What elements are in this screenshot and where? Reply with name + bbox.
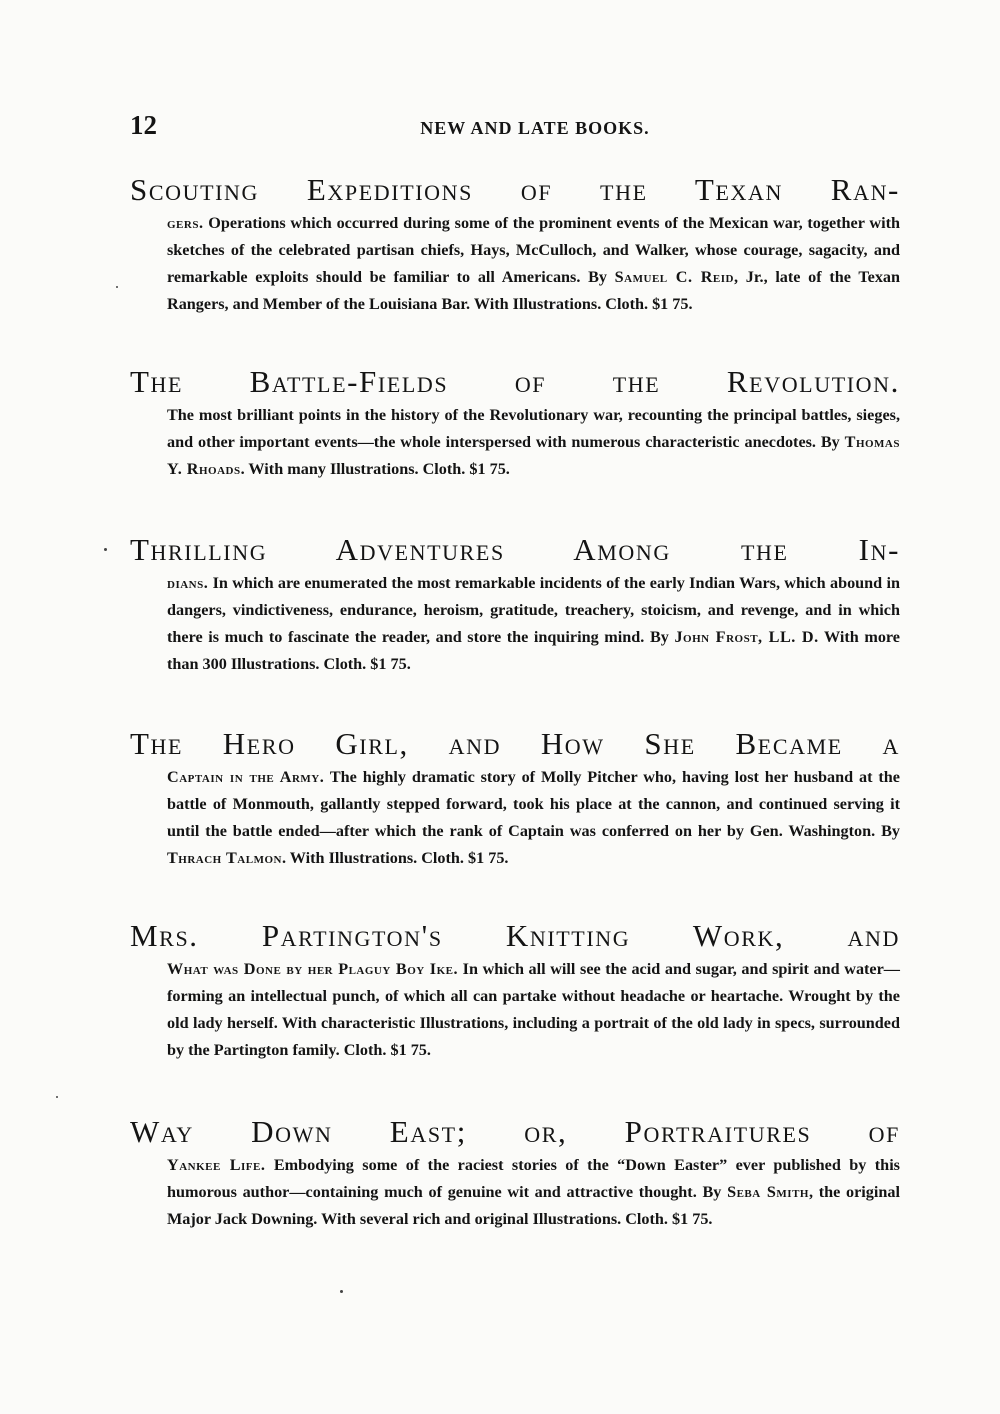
title-continuation: Yankee Life. bbox=[167, 1156, 266, 1174]
catalog-entry bbox=[130, 170, 900, 318]
book-title: The Hero Girl, and How She Became a bbox=[130, 726, 900, 761]
title-continuation: Captain in the Army. bbox=[167, 768, 325, 786]
book-title: Thrilling Adventures Among the In- bbox=[130, 532, 900, 567]
description-text: The most brilliant points in the history of the Revolutionary war, recounting the principal battles, sieges, and other important events—the whole interspersed with numerous characteristic anecdotes. By bbox=[167, 406, 900, 451]
ink-speck bbox=[116, 286, 118, 288]
ink-speck bbox=[56, 1096, 58, 1098]
book-description bbox=[167, 210, 900, 318]
book-description bbox=[167, 570, 900, 678]
book-description bbox=[167, 764, 900, 872]
ink-speck bbox=[340, 1290, 343, 1293]
book-description bbox=[167, 1152, 900, 1233]
description-text: Operations which occurred during some of the prominent events of the Mexican war, together with sketches of the celebrated partisan chiefs, Hays, McCulloch, and Walker, whose courage, sagacity, and remarkable exploits should be familiar to all Americans. By bbox=[167, 214, 900, 286]
description-text-end: . With many Illustrations. Cloth. $1 75. bbox=[240, 460, 510, 478]
author-name: John Frost, LL. D. bbox=[674, 628, 819, 646]
description-text-end: With more than 300 Illustrations. Cloth. $1 75. bbox=[167, 628, 900, 673]
author-name: Seba Smith bbox=[727, 1183, 809, 1201]
author-name: Samuel C. Reid bbox=[614, 268, 734, 286]
author-name: Thrach Talmon bbox=[167, 849, 282, 867]
book-description bbox=[167, 956, 900, 1064]
description-text-end: , Jr., late of the Texan Rangers, and Member of the Louisiana Bar. With Illustrations. Cloth. $1 75. bbox=[167, 268, 901, 313]
catalog-entry bbox=[130, 530, 900, 678]
page-number: 12 bbox=[130, 110, 157, 140]
description-text: Embodying some of the raciest stories of the “Down Easter” ever published by this humorous author—containing much of genuine wit and attractive thought. By bbox=[167, 1156, 900, 1201]
title-continuation: What was Done by her Plaguy Boy Ike. bbox=[167, 960, 459, 978]
description-text-end: . With Illustrations. Cloth. $1 75. bbox=[281, 849, 509, 867]
description-text-end: , the original Major Jack Downing. With several rich and original Illustrations. Cloth. $1 75. bbox=[167, 1183, 900, 1228]
title-continuation: dians. bbox=[167, 574, 209, 592]
book-title: Mrs. Partington's Knitting Work, and bbox=[130, 918, 900, 953]
catalog-entry bbox=[130, 362, 900, 483]
book-description bbox=[167, 402, 900, 483]
ink-speck bbox=[104, 548, 107, 551]
description-text: In which all will see the acid and sugar, and spirit and water—forming an intellectual punch, of which all can partake without headache or heartache. Wrought by the old lady herself. With characteristic Illustrations, including a portrait of the old lady in specs, surrounded by the Partington family. Cloth. $1 75. bbox=[167, 960, 900, 1059]
title-continuation: gers. bbox=[167, 214, 204, 232]
book-title: Way Down East; or, Portraitures of bbox=[130, 1114, 900, 1149]
author-name: Thomas Y. Rhoads bbox=[167, 433, 900, 478]
catalog-entry bbox=[130, 916, 900, 1064]
book-title: The Battle-Fields of the Revolution. bbox=[130, 364, 900, 399]
catalog-entry bbox=[130, 1112, 900, 1233]
catalog-entry bbox=[130, 724, 900, 872]
page-header bbox=[130, 110, 900, 150]
description-text: In which are enumerated the most remarkable incidents of the early Indian Wars, which abound in dangers, vindictiveness, endurance, heroism, gratitude, treachery, stoicism, and revenge, and in which there is much to fascinate the reader, and store the inquiring mind. By bbox=[167, 574, 900, 646]
description-text: The highly dramatic story of Molly Pitcher who, having lost her husband at the battle of Monmouth, gallantly stepped forward, took his place at the cannon, and continued serving it until the battle ended—after which the rank of Captain was conferred on her by Gen. Washington. By bbox=[167, 768, 900, 840]
book-title: Scouting Expeditions of the Texan Ran- bbox=[130, 172, 900, 207]
running-title: NEW AND LATE BOOKS. bbox=[420, 118, 650, 138]
